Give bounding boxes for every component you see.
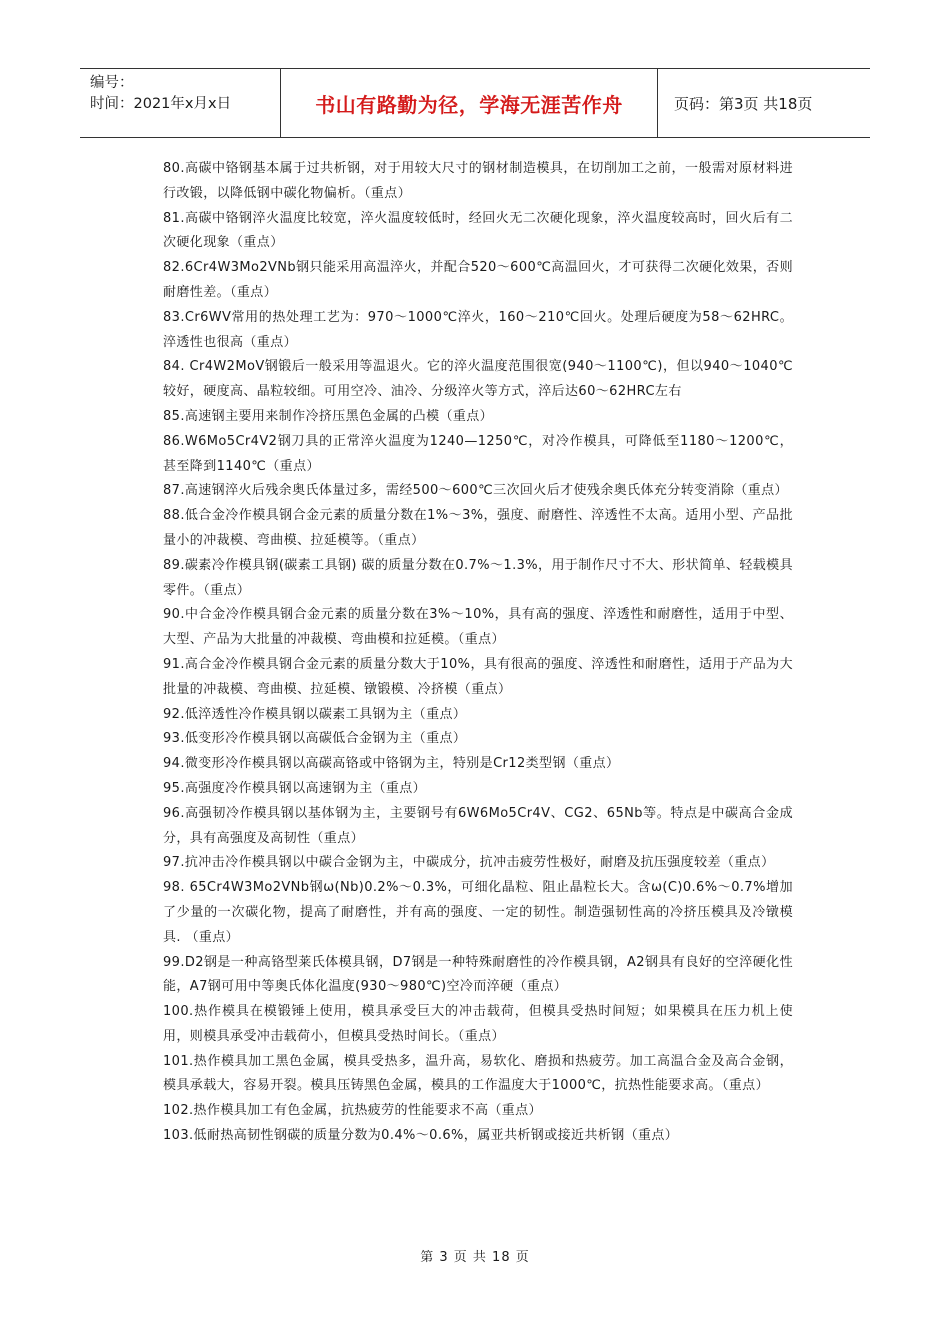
header-meta	[80, 69, 281, 137]
list-item: 94.微变形冷作模具钢以高碳高铬或中铬钢为主，特别是Cr12类型钢（重点）	[163, 756, 620, 772]
document-number-label: 编号：	[90, 75, 134, 91]
list-item: 93.低变形冷作模具钢以高碳低合金钢为主（重点）	[163, 731, 467, 747]
list-item: 95.高强度冷作模具钢以高速钢为主（重点）	[163, 780, 427, 796]
list-item: 103.低耐热高韧性钢碳的质量分数为0.4%～0.6%，属亚共析钢或接近共析钢（重点）	[163, 1128, 679, 1144]
list-item: 90.中合金冷作模具钢合金元素的质量分数在3%～10%，具有高的强度、淬透性和耐磨性，适用于中型、大型、产品为大批量的冲裁模、弯曲模和拉延模。（重点）	[163, 607, 793, 648]
list-item: 84. Cr4W2MoV钢锻后一般采用等温退火。它的淬火温度范围很宽(940～1100℃)，但以940～1040℃较好，硬度高、晶粒较细。可用空冷、油冷、分级淬火等方式，淬后达60～62HRC左右	[163, 359, 793, 400]
list-item: 89.碳素冷作模具钢(碳素工具钢) 碳的质量分数在0.7%～1.3%，用于制作尺寸不大、形状简单、轻载模具零件。（重点）	[163, 557, 793, 598]
header-page-info: 页码：第3页 共18页	[674, 94, 813, 113]
list-item: 92.低淬透性冷作模具钢以碳素工具钢为主（重点）	[163, 706, 467, 722]
list-item: 100.热作模具在模锻锤上使用，模具承受巨大的冲击载荷，但模具受热时间短；如果模具在压力机上使用，则模具承受冲击载荷小，但模具受热时间长。（重点）	[163, 1004, 793, 1044]
list-item: 96.高强韧冷作模具钢以基体钢为主，主要钢号有6W6Mo5Cr4V、CG2、65Nb等。特点是中碳高合金成分，具有高强度及高韧性（重点）	[163, 805, 793, 846]
list-item: 98. 65Cr4W3Mo2VNb钢ω(Nb)0.2%～0.3%，可细化晶粒、阻止晶粒长大。含ω(C)0.6%～0.7%增加了少量的一次碳化物，提高了耐磨性，并有高的强度、一定的韧性。制造强韧性高的冷挤压模具及冷镦模具. （重点）	[163, 880, 793, 945]
list-item: 80.高碳中铬钢基本属于过共析钢，对于用较大尺寸的钢材制造模具，在切削加工之前，一般需对原材料进行改锻，以降低钢中碳化物偏析。（重点）	[163, 161, 793, 201]
list-item: 91.高合金冷作模具钢合金元素的质量分数大于10%，具有很高的强度、淬透性和耐磨性，适用于产品为大批量的冲裁模、弯曲模、拉延模、镦锻模、冷挤模（重点）	[163, 656, 793, 697]
list-item: 88.低合金冷作模具钢合金元素的质量分数在1%～3%，强度、耐磨性、淬透性不太高。适用小型、产品批量小的冲裁模、弯曲模、拉延模等。（重点）	[163, 508, 793, 548]
document-body	[163, 157, 793, 1149]
page-header	[80, 68, 870, 138]
list-item: 81.高碳中铬钢淬火温度比较宽，淬火温度较低时，经回火无二次硬化现象，淬火温度较高时，回火后有二次硬化现象（重点）	[163, 210, 793, 251]
list-item: 82.6Cr4W3Mo2VNb钢只能采用高温淬火，并配合520～600℃高温回火，才可获得二次硬化效果，否则耐磨性差。（重点）	[163, 260, 793, 300]
list-item: 97.抗冲击冷作模具钢以中碳合金钢为主，中碳成分，抗冲击疲劳性极好，耐磨及抗压强度较差（重点）	[163, 855, 775, 871]
list-item: 87.高速钢淬火后残余奥氏体量过多，需经500～600℃三次回火后才使残余奥氏体充分转变消除（重点）	[163, 483, 788, 499]
list-item: 86.W6Mo5Cr4V2钢刀具的正常淬火温度为1240—1250℃，对冷作模具，可降低至1180～1200℃，甚至降到1140℃（重点）	[163, 433, 793, 474]
list-item: 99.D2钢是一种高铬型莱氏体模具钢，D7钢是一种特殊耐磨性的冷作模具钢，A2钢具有良好的空淬硬化性能，A7钢可用中等奥氏体化温度(930～980℃)空冷而淬硬（重点）	[163, 954, 793, 995]
list-item: 83.Cr6WV常用的热处理工艺为：970～1000℃淬火，160～210℃回火。处理后硬度为58～62HRC。淬透性也很高（重点）	[163, 309, 793, 350]
list-item: 102.热作模具加工有色金属，抗热疲劳的性能要求不高（重点）	[163, 1103, 542, 1119]
document-time: 时间：2021年x月x日	[90, 96, 232, 112]
list-item: 101.热作模具加工黑色金属，模具受热多，温升高，易软化、磨损和热疲劳。加工高温合金及高合金钢，模具承载大，容易开裂。模具压铸黑色金属，模具的工作温度大于1000℃，抗热性能要求高。（重点）	[163, 1053, 793, 1094]
page-footer: 第 3 页 共 18 页	[420, 1250, 530, 1265]
list-item: 85.高速钢主要用来制作冷挤压黑色金属的凸模（重点）	[163, 408, 494, 424]
header-motto: 书山有路勤为径，学海无涯苦作舟	[281, 69, 658, 137]
